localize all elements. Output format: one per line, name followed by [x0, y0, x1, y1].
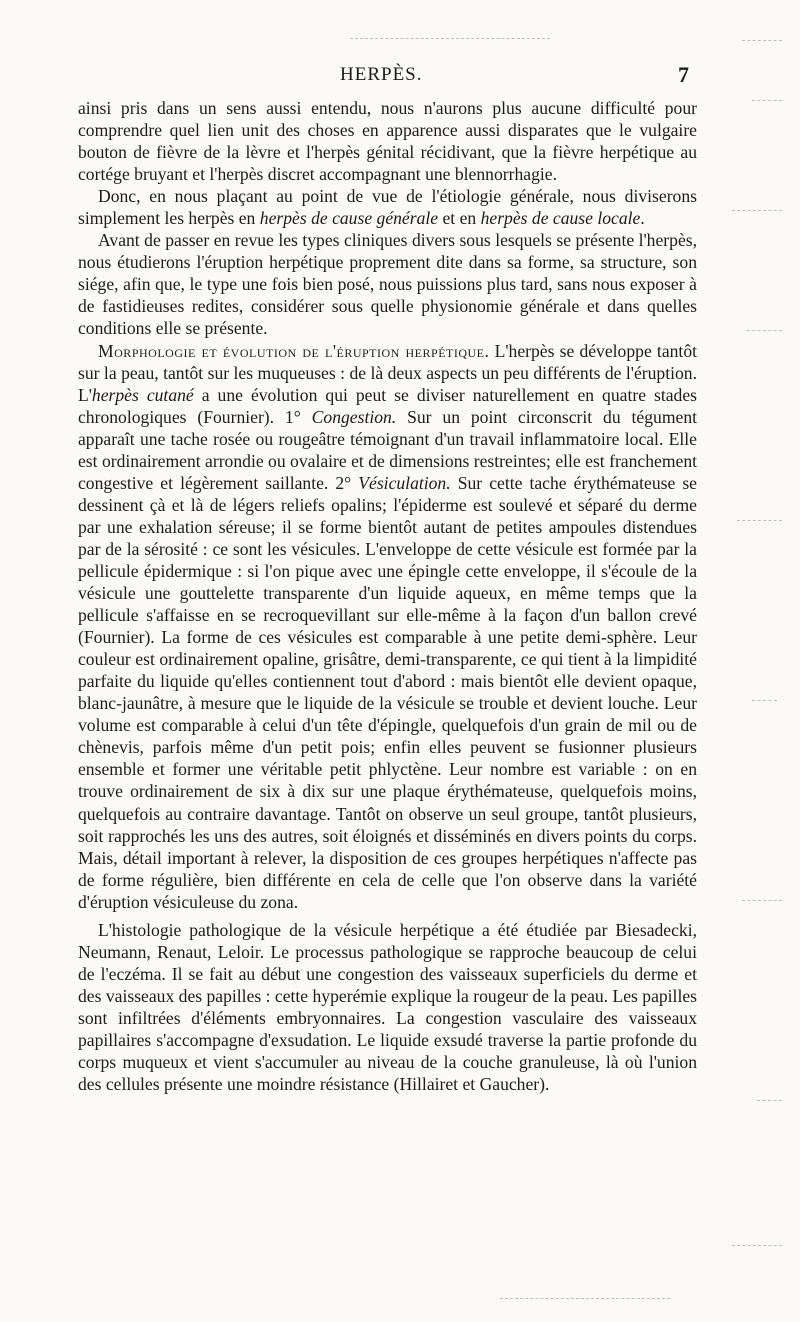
section-heading: Morphologie et évolution de l'éruption herpétique.	[98, 340, 490, 361]
scan-mark-bottom	[500, 1298, 670, 1299]
scan-mark	[757, 1100, 782, 1101]
scan-margin-artifacts	[722, 0, 792, 1322]
paragraph-3: Avant de passer en revue les types cliniques divers sous lesquels se présente l'herpès, nous étudierons l'éruption herpétique proprement dite dans sa forme, sa structure, son siége, afin que, le type une fois bien posé, nous puissions plus tard, sans nous exposer à de fastidieuses redites, considérer sous quelle physionomie générale et dans quelles conditions elle se présente.	[78, 230, 697, 339]
scan-mark	[742, 900, 782, 901]
scan-mark	[732, 1245, 782, 1246]
paragraph-4: Morphologie et évolution de l'éruption herpétique. L'herpès se développe tantôt sur la peau, tantôt sur les muqueuses : de là deux aspects un peu différents de l'éruption. L'herpès cutané a une évolution qui peut se diviser naturellement en quatre stades chronologiques (Fournier). 1° Congestion. Sur un point circonscrit du tégument apparaît une tache rosée ou rougeâtre témoignant d'un travail inflammatoire local. Elle est ordinairement arrondie ou ovalaire et de dimensions restreintes; elle est franchement congestive et légèrement saillante. 2° Vésiculation. Sur cette tache érythémateuse se dessinent çà et là de légers reliefs opalins; l'épiderme est soulevé et séparé du derme par une exhalation séreuse; il se forme bientôt autant de petites ampoules distendues par de la sérosité : ce sont les vésicules. L'enveloppe de cette vésicule est formée par la pellicule épidermique : si l'on pique avec une épingle cette enveloppe, il s'écoule de la vésicule une gouttelette transparente d'un liquide aqueux, en même temps que la pellicule s'affaisse en se recroquevillant sur elle-même à la façon d'un ballon crevé (Fournier). La forme de ces vésicules est comparable à une petite demi-sphère. Leur couleur est ordinairement opaline, grisâtre, demi-transparente, ce qui tient à la limpidité parfaite du liquide qu'elles contiennent tout d'abord : mais bientôt elle devient opaque, blanc-jaunâtre, à mesure que le liquide de la vésicule se trouble et devient louche. Leur volume est comparable à celui d'un tête d'épingle, quelquefois d'un grain de mil ou de chènevis, parfois même d'un petit pois; enfin elles peuvent se fusionner plusieurs ensemble et former une véritable petit phlyctène. Leur nombre est variable : on en trouve ordinairement de six à dix sur une plaque érythémateuse, quelquefois moins, quelquefois au contraire davantage. Tantôt on observe un seul groupe, tantôt plusieurs, soit rapprochés les uns des autres, soit éloignés et disséminés en divers points du corps. Mais, détail important à relever, la disposition de ces groupes herpétiques n'affecte pas de forme régulière, bien différente en cela de celle que l'on observe dans la variété d'éruption vésiculeuse du zona.	[78, 340, 698, 912]
body-text	[78, 97, 697, 1095]
scan-mark	[747, 330, 782, 331]
page-number: 7	[678, 62, 689, 87]
running-title: HERPÈS.	[340, 64, 423, 85]
emphasis-herpes-cutane: herpès cutané	[91, 384, 194, 405]
scan-mark-top	[350, 38, 550, 39]
scan-mark	[742, 40, 782, 41]
emphasis-local-cause: herpès de cause locale	[480, 208, 641, 229]
scan-mark	[752, 100, 782, 101]
running-head	[0, 62, 800, 92]
emphasis-general-cause: herpès de cause générale	[259, 208, 439, 229]
paragraph-2: Donc, en nous plaçant au point de vue de l'étiologie générale, nous diviserons simplement les herpès en herpès de cause générale et en herpès de cause locale.	[78, 186, 697, 229]
scan-mark	[737, 520, 782, 521]
emphasis-vesiculation: Vésiculation.	[358, 472, 451, 493]
paragraph-5: L'histologie pathologique de la vésicule herpétique a été étudiée par Biesadecki, Neumann, Renaut, Leloir. Le processus pathologique se rapproche beaucoup de celui de l'eczéma. Il se fait au début une congestion des vaisseaux superficiels du derme et des vaisseaux des papilles : cette hyperémie explique la rougeur de la peau. Les papilles sont infiltrées d'éléments embryonnaires. La congestion vasculaire des vaisseaux papillaires s'accompagne d'exsudation. Le liquide exsudé traverse la partie profonde du corps muqueux et vient s'accumuler au niveau de la couche granuleuse, là où l'union des cellules présente une moindre résistance (Hillairet et Gaucher).	[78, 919, 697, 1095]
scan-mark	[752, 700, 777, 701]
emphasis-congestion: Congestion.	[311, 406, 397, 427]
paragraph-1: ainsi pris dans un sens aussi entendu, nous n'aurons plus aucune difficulté pour comprendre quel lien unit des choses en apparence aussi disparates que le vulgaire bouton de fièvre de la lèvre et l'herpès génital récidivant, que la fièvre herpétique au cortége bruyant et l'herpès discret accompagnant une blennorrhagie.	[78, 98, 697, 185]
scan-mark	[732, 210, 782, 211]
